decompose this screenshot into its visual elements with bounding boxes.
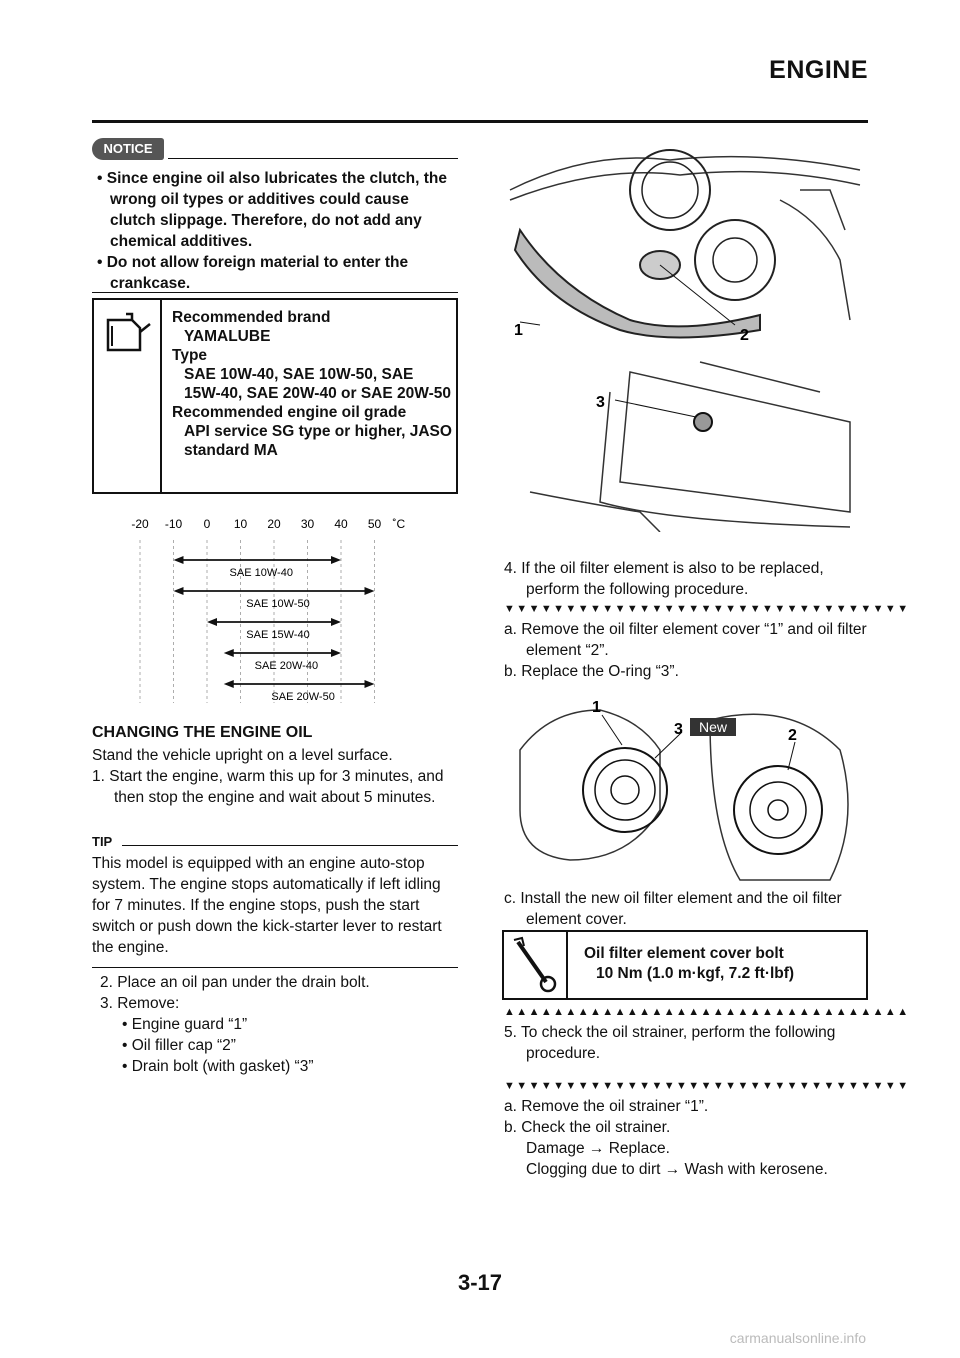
series-label: SAE 20W-50	[271, 691, 335, 703]
temp-tick-label: 50	[367, 517, 382, 531]
new-badge: New	[698, 719, 728, 735]
steps-2-3	[92, 972, 462, 1077]
procedure-start-marker-2: ▼▼▼▼▼▼▼▼▼▼▼▼▼▼▼▼▼▼▼▼▼▼▼▼▼▼▼▼▼▼▼▼▼	[504, 1080, 910, 1092]
type-label: Type	[172, 347, 208, 364]
remove-item: • Drain bolt (with gasket) “3”	[122, 1058, 314, 1075]
remove-item: • Oil filler cap “2”	[122, 1037, 236, 1054]
temp-unit: ˚C	[392, 517, 406, 531]
step-3: 3. Remove:	[100, 995, 180, 1012]
step-4	[504, 558, 870, 600]
range-arrow-left	[224, 649, 234, 657]
substep-a2: a. Remove the oil strainer “1”.	[504, 1098, 709, 1115]
section-heading: CHANGING THE ENGINE OIL	[92, 724, 313, 741]
grade-label: Recommended engine oil grade	[172, 404, 407, 421]
torque-divider	[566, 930, 568, 1000]
oil-can-icon	[100, 306, 154, 360]
remove-item: • Engine guard “1”	[122, 1016, 248, 1033]
changing-body	[92, 745, 462, 808]
substep-b: b. Replace the O-ring “3”.	[504, 663, 679, 680]
procedure-end-marker: ▲▲▲▲▲▲▲▲▲▲▲▲▲▲▲▲▲▲▲▲▲▲▲▲▲▲▲▲▲▲▲▲▲	[504, 1006, 910, 1018]
grade-value: API service SG type or higher, JASO standard MA	[184, 423, 452, 459]
step-1: 1. Start the engine, warm this up for 3 minutes, and then stop the engine and wait about 5 minutes.	[92, 768, 444, 806]
range-arrow-right	[365, 587, 375, 595]
drain-bolt-illustration	[520, 352, 860, 532]
step-4-text: 4. If the oil filter element is also to be replaced, perform the following procedure.	[504, 560, 824, 598]
procedure-start-marker: ▼▼▼▼▼▼▼▼▼▼▼▼▼▼▼▼▼▼▼▼▼▼▼▼▼▼▼▼▼▼▼▼▼	[504, 603, 910, 615]
series-label: SAE 10W-50	[246, 598, 310, 610]
range-arrow-right	[331, 556, 341, 564]
substep-c	[504, 888, 870, 930]
temp-tick-label: 30	[300, 517, 315, 531]
series-label: SAE 15W-40	[246, 629, 310, 641]
step-2: 2. Place an oil pan under the drain bolt.	[100, 974, 370, 991]
notice-end-rule	[92, 292, 458, 293]
notice-badge: NOTICE	[92, 138, 164, 160]
intro-text: Stand the vehicle upright on a level surface.	[92, 747, 393, 764]
temp-tick-label: -10	[164, 517, 183, 531]
torque-wrench-icon	[510, 936, 562, 994]
damage-line: Damage → Replace.	[526, 1140, 670, 1157]
substep-c-text: c. Install the new oil filter element and the oil filter element cover.	[504, 890, 842, 928]
type-value: SAE 10W-40, SAE 10W-50, SAE 15W-40, SAE 20W-40 or SAE 20W-50	[184, 366, 451, 402]
viscosity-chart	[110, 508, 430, 708]
brand-value: YAMALUBE	[184, 328, 271, 345]
series-label: SAE 20W-40	[254, 660, 319, 672]
range-arrow-right	[331, 618, 341, 626]
torque-text	[584, 944, 864, 984]
fig1-label-2: 2	[740, 327, 749, 344]
substep-b2: b. Check the oil strainer.	[504, 1119, 671, 1136]
substeps-ab	[504, 619, 870, 682]
series-label: SAE 10W-40	[229, 567, 293, 579]
fig3-label-2: 2	[788, 727, 797, 744]
temp-tick-label: -20	[131, 517, 149, 531]
range-arrow-left	[174, 587, 184, 595]
tip-text: This model is equipped with an engine auto-stop system. The engine stops automatically if left idling for 7 minutes. If the engine stops, push the start switch or push down the kick-starter lever to restart the engine.	[92, 855, 442, 956]
torque-title: Oil filter element cover bolt	[584, 945, 784, 962]
oil-filter-illustration	[510, 690, 865, 890]
step-5	[504, 1022, 870, 1064]
tip-label: TIP	[92, 834, 113, 849]
clogging-line: Clogging due to dirt → Wash with kerosene.	[526, 1161, 828, 1178]
notice-item: • Since engine oil also lubricates the clutch, the wrong oil types or additives could cause clutch slippage. Therefore, do not add any chemical additives.	[97, 170, 447, 250]
range-arrow-left	[224, 680, 234, 688]
tip-end-rule	[92, 967, 458, 968]
fig2-label-3: 3	[596, 394, 605, 411]
page-title: ENGINE	[769, 56, 868, 84]
temp-tick-label: 10	[233, 517, 248, 531]
notice-item: • Do not allow foreign material to enter the crankcase.	[97, 254, 409, 292]
step-5-text: 5. To check the oil strainer, perform the following procedure.	[504, 1024, 836, 1062]
fig1-label-1: 1	[514, 322, 523, 339]
page-number: 3-17	[457, 1270, 503, 1295]
fig3-label-3: 3	[674, 721, 683, 738]
engine-guard-illustration	[500, 130, 870, 345]
spec-divider	[160, 298, 162, 494]
fig3-label-1: 1	[592, 699, 601, 716]
header-rule	[92, 120, 868, 123]
brand-label: Recommended brand	[172, 309, 331, 326]
temp-tick-label: 40	[334, 517, 348, 531]
notice-rule	[168, 158, 458, 159]
watermark: carmanualsonline.info	[729, 1330, 866, 1346]
substeps-ab-2	[504, 1096, 870, 1180]
substep-a: a. Remove the oil filter element cover “1” and oil filter element “2”.	[504, 621, 867, 659]
torque-value: 10 Nm (1.0 m·kgf, 7.2 ft·lbf)	[596, 965, 795, 982]
range-arrow-left	[174, 556, 184, 564]
spec-text	[172, 308, 452, 460]
tip-rule	[122, 845, 458, 846]
range-arrow-right	[365, 680, 375, 688]
temp-tick-label: 20	[267, 517, 281, 531]
range-arrow-right	[331, 649, 341, 657]
temp-tick-label: 0	[203, 517, 211, 531]
range-arrow-left	[207, 618, 217, 626]
notice-body	[92, 168, 458, 294]
